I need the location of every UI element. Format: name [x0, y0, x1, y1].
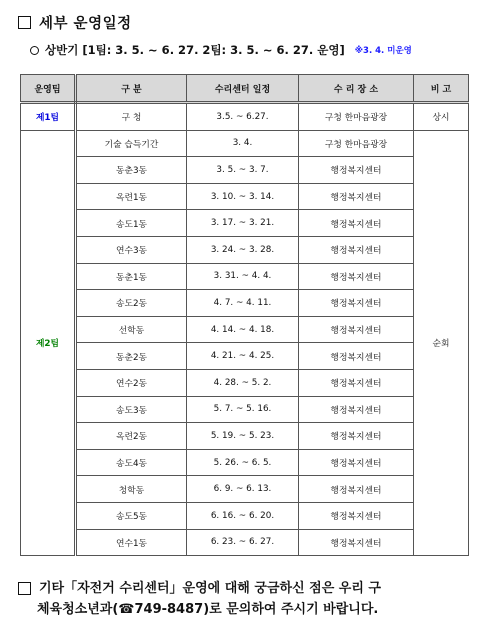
row-schedule: 5. 19. ~ 5. 23. — [187, 423, 299, 450]
header-schedule: 수리센터 일정 — [187, 75, 299, 103]
row-division: 연수3동 — [76, 236, 187, 263]
row-division: 송도1동 — [76, 210, 187, 237]
table-row — [21, 290, 469, 317]
row-schedule: 6. 23. ~ 6. 27. — [187, 529, 299, 556]
row-division: 기술 습득기간 — [76, 130, 187, 157]
table-row — [21, 529, 469, 556]
row-place: 구청 한마음광장 — [299, 130, 414, 157]
row-division: 옥련2동 — [76, 423, 187, 450]
row-schedule: 6. 9. ~ 6. 13. — [187, 476, 299, 503]
row-division: 동춘3동 — [76, 157, 187, 184]
table-row — [21, 130, 469, 157]
row-division: 선학동 — [76, 316, 187, 343]
header-place: 수 리 장 소 — [299, 75, 414, 103]
row-schedule: 3. 31. ~ 4. 4. — [187, 263, 299, 290]
team1-schedule: 3.5. ~ 6.27. — [187, 103, 299, 131]
circle-bullet-icon — [30, 46, 39, 55]
table-row — [21, 476, 469, 503]
row-division: 청학동 — [76, 476, 187, 503]
table-row — [21, 343, 469, 370]
header-division: 구 분 — [76, 75, 187, 103]
checkbox-square-icon — [18, 16, 31, 29]
team1-note: 상시 — [414, 103, 469, 131]
header-note: 비 고 — [414, 75, 469, 103]
row-division: 옥련1동 — [76, 183, 187, 210]
row-schedule: 3. 10. ~ 3. 14. — [187, 183, 299, 210]
table-row — [21, 183, 469, 210]
table-header-row — [21, 75, 469, 103]
row-place: 행정복지센터 — [299, 476, 414, 503]
row-place: 행정복지센터 — [299, 236, 414, 263]
row-place: 행정복지센터 — [299, 449, 414, 476]
row-division: 연수2동 — [76, 369, 187, 396]
row-schedule: 4. 7. ~ 4. 11. — [187, 290, 299, 317]
footer-line-1 — [18, 578, 478, 599]
row-schedule: 3. 24. ~ 3. 28. — [187, 236, 299, 263]
row-schedule: 4. 14. ~ 4. 18. — [187, 316, 299, 343]
team1-place: 구청 한마음광장 — [299, 103, 414, 131]
row-place: 행정복지센터 — [299, 157, 414, 184]
row-place: 행정복지센터 — [299, 183, 414, 210]
row-schedule: 3. 5. ~ 3. 7. — [187, 157, 299, 184]
subheading — [30, 41, 412, 59]
table-row — [21, 396, 469, 423]
subheading-note: ※3. 4. 미운영 — [354, 46, 412, 56]
section-heading — [18, 11, 132, 33]
table-row — [21, 449, 469, 476]
row-schedule: 3. 17. ~ 3. 21. — [187, 210, 299, 237]
header-team: 운영팀 — [21, 75, 76, 103]
team1-division: 구 청 — [76, 103, 187, 131]
table-row-team1 — [21, 103, 469, 131]
footer-line-1-text: 기타「자전거 수리센터」운영에 대해 궁금하신 점은 우리 구 — [39, 581, 381, 596]
footer-notice — [18, 578, 478, 620]
row-schedule: 3. 4. — [187, 130, 299, 157]
row-place: 행정복지센터 — [299, 263, 414, 290]
row-place: 행정복지센터 — [299, 502, 414, 529]
team1-name: 제1팀 — [21, 103, 76, 131]
row-place: 행정복지센터 — [299, 529, 414, 556]
row-place: 행정복지센터 — [299, 316, 414, 343]
row-place: 행정복지센터 — [299, 369, 414, 396]
row-division: 동춘2동 — [76, 343, 187, 370]
row-schedule: 5. 7. ~ 5. 16. — [187, 396, 299, 423]
footer-line-2: 체육청소년과(☎749-8487)로 문의하여 주시기 바랍니다. — [37, 602, 379, 617]
section-heading-text: 세부 운영일정 — [39, 15, 132, 32]
row-schedule: 5. 26. ~ 6. 5. — [187, 449, 299, 476]
row-division: 송도3동 — [76, 396, 187, 423]
checkbox-square-icon — [18, 582, 31, 595]
table-row — [21, 502, 469, 529]
table-row — [21, 157, 469, 184]
subheading-text: 상반기 [1팀: 3. 5. ~ 6. 27. 2팀: 3. 5. ~ 6. 27. 운영] — [45, 43, 345, 57]
team2-name: 제2팀 — [21, 130, 76, 556]
table-row — [21, 316, 469, 343]
row-place: 행정복지센터 — [299, 210, 414, 237]
row-place: 행정복지센터 — [299, 343, 414, 370]
row-schedule: 4. 21. ~ 4. 25. — [187, 343, 299, 370]
row-division: 송도5동 — [76, 502, 187, 529]
row-place: 행정복지센터 — [299, 396, 414, 423]
table-row — [21, 210, 469, 237]
row-place: 행정복지센터 — [299, 423, 414, 450]
row-place: 행정복지센터 — [299, 290, 414, 317]
table-row — [21, 369, 469, 396]
row-division: 송도4동 — [76, 449, 187, 476]
team2-note: 순회 — [414, 130, 469, 556]
table-row — [21, 236, 469, 263]
row-schedule: 6. 16. ~ 6. 20. — [187, 502, 299, 529]
row-division: 연수1동 — [76, 529, 187, 556]
row-division: 송도2동 — [76, 290, 187, 317]
row-schedule: 4. 28. ~ 5. 2. — [187, 369, 299, 396]
schedule-table — [20, 74, 469, 556]
table-row — [21, 423, 469, 450]
row-division: 동춘1동 — [76, 263, 187, 290]
table-row — [21, 263, 469, 290]
